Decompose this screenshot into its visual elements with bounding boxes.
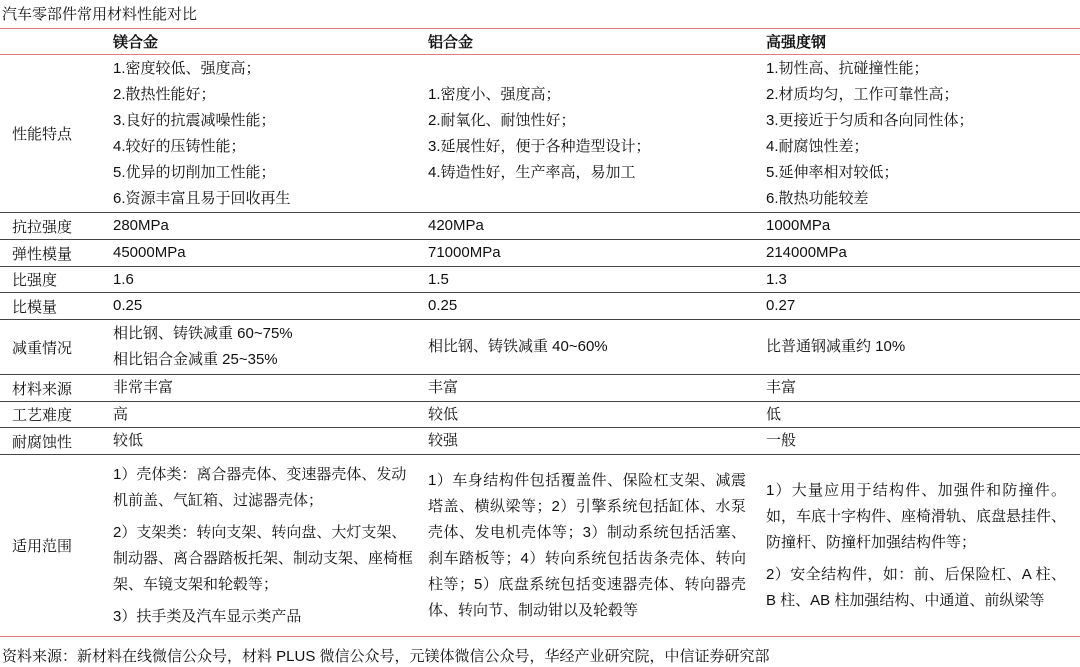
row-label: 抗拉强度 <box>12 218 73 236</box>
cell-line: 0.25 <box>428 297 458 314</box>
cell-mg <box>113 428 428 454</box>
cell-line: 4.较好的压铸性能； <box>113 137 246 155</box>
cell-paragraph: 2）支架类：转向支架、转向盘、大灯支架、制动器、离合器踏板托架、制动支架、座椅框架、车镜支架和轮毂等； <box>113 523 414 593</box>
cell-mg <box>113 240 428 266</box>
cell-al <box>428 320 766 374</box>
row-label: 适用范围 <box>12 538 73 555</box>
cell-al <box>428 240 766 266</box>
cell-st <box>766 293 1080 319</box>
cell-mg <box>113 293 428 319</box>
cell-line: 1.韧性高、抗碰撞性能； <box>766 59 929 77</box>
cell-line: 相比铝合金减重 25~35% <box>113 351 278 368</box>
cell-line: 丰富 <box>766 379 797 396</box>
row-label: 耐腐蚀性 <box>12 433 73 451</box>
cell-line: 低 <box>766 405 782 423</box>
cell-line: 280MPa <box>113 217 169 234</box>
cell-line: 6.散热功能较差 <box>766 189 869 207</box>
cell-line: 1.密度小、强度高； <box>428 85 561 103</box>
row-label: 比强度 <box>12 272 58 289</box>
cell-line: 6.资源丰富且易于回收再生 <box>113 189 291 207</box>
cell-line: 1.5 <box>428 270 449 288</box>
cell-al <box>428 455 766 636</box>
cell-paragraph: 3）扶手类及汽车显示类产品 <box>113 607 302 625</box>
cell-line: 3.延展性好，便于各种造型设计； <box>428 137 651 155</box>
cell-line: 较低 <box>428 405 459 423</box>
cell-line: 1.密度较低、强度高； <box>113 59 261 77</box>
cell-st <box>766 55 1080 212</box>
cell-paragraph: 1）大量应用于结构件、加强件和防撞件。如，车底十字构件、座椅滑轨、底盘悬挂件、防撞杆、防撞杆加强结构件等； <box>766 481 1067 551</box>
row-label: 弹性模量 <box>12 245 73 263</box>
cell-line: 较强 <box>428 432 459 449</box>
cell-al <box>428 375 766 401</box>
cell-al <box>428 402 766 427</box>
cell-mg <box>113 55 428 212</box>
table-row <box>0 213 1080 240</box>
cell-line: 比普通钢减重约 10% <box>766 338 906 355</box>
source-note: 资料来源：新材料在线微信公众号，材料 PLUS 微信公众号，元镁体微信公众号，华经产业研究院，中信证券研究部 <box>2 648 770 665</box>
cell-st <box>766 428 1080 454</box>
cell-line: 5.延伸率相对较低； <box>766 163 899 181</box>
cell-line: 3.良好的抗震减噪性能； <box>113 111 276 129</box>
table-row <box>0 320 1080 375</box>
cell-line: 214000MPa <box>766 244 847 261</box>
row-label: 工艺难度 <box>12 407 73 424</box>
cell-line: 较低 <box>113 432 144 449</box>
row-label: 减重情况 <box>12 339 73 357</box>
header-cell <box>0 29 113 54</box>
table-header-row <box>0 28 1080 55</box>
cell-mg <box>113 375 428 401</box>
cell-paragraph: 1）壳体类：离合器壳体、变速器壳体、发动机前盖、气缸箱、过滤器壳体； <box>113 465 407 509</box>
cell-line: 1.6 <box>113 270 134 288</box>
table-title: 汽车零部件常用材料性能对比 <box>2 6 198 23</box>
cell-al <box>428 428 766 454</box>
row-label: 性能特点 <box>12 126 73 143</box>
cell-line: 非常丰富 <box>113 379 174 396</box>
cell-mg <box>113 267 428 292</box>
table-row-application <box>0 455 1080 637</box>
cell-line: 一般 <box>766 432 797 449</box>
cell-st <box>766 213 1080 239</box>
cell-al <box>428 293 766 319</box>
row-label: 材料来源 <box>12 380 73 398</box>
cell-line: 1.3 <box>766 270 787 288</box>
cell-st <box>766 402 1080 427</box>
table-row <box>0 402 1080 428</box>
cell-st <box>766 267 1080 292</box>
cell-line: 4.铸造性好，生产率高，易加工 <box>428 163 636 181</box>
header-steel: 高强度钢 <box>766 34 827 51</box>
cell-al <box>428 267 766 292</box>
cell-line: 5.优异的切削加工性能； <box>113 163 276 181</box>
cell-mg <box>113 320 428 374</box>
cell-line: 0.25 <box>113 297 143 314</box>
cell-line: 0.27 <box>766 297 796 314</box>
cell-st <box>766 320 1080 374</box>
table-row <box>0 375 1080 402</box>
cell-paragraph: 2）安全结构件，如：前、后保险杠、A 柱、B 柱、AB 柱加强结构、中通道、前纵梁等 <box>766 565 1066 609</box>
header-aluminum: 铝合金 <box>428 34 474 51</box>
cell-line: 2.散热性能好； <box>113 85 216 103</box>
table-row <box>0 55 1080 213</box>
cell-line: 相比钢、铸铁减重 40~60% <box>428 338 608 355</box>
cell-line: 2.材质均匀，工作可靠性高； <box>766 85 959 103</box>
table-row <box>0 293 1080 320</box>
cell-st <box>766 240 1080 266</box>
cell-line: 丰富 <box>428 379 459 396</box>
cell-st <box>766 375 1080 401</box>
cell-al <box>428 55 766 212</box>
cell-line: 相比钢、铸铁减重 60~75% <box>113 325 293 342</box>
table-row <box>0 428 1080 455</box>
table-row <box>0 240 1080 267</box>
header-magnesium: 镁合金 <box>113 34 159 51</box>
cell-line: 3.更接近于匀质和各向同性体； <box>766 111 974 129</box>
cell-mg <box>113 455 428 636</box>
cell-line: 71000MPa <box>428 244 501 261</box>
cell-line: 1000MPa <box>766 217 831 234</box>
row-label: 比模量 <box>12 298 58 316</box>
cell-al <box>428 213 766 239</box>
cell-st <box>766 455 1080 636</box>
table-row <box>0 267 1080 293</box>
cell-line: 4.耐腐蚀性差； <box>766 137 869 155</box>
cell-mg <box>113 213 428 239</box>
cell-mg <box>113 402 428 427</box>
cell-line: 2.耐氧化、耐蚀性好； <box>428 111 576 129</box>
cell-line: 45000MPa <box>113 244 186 261</box>
cell-line: 420MPa <box>428 217 484 234</box>
comparison-table <box>0 28 1080 637</box>
cell-paragraph: 1）车身结构件包括覆盖件、保险杠支架、减震塔盖、横纵梁等；2）引擎系统包括缸体、水泵壳体、发电机壳体等；3）制动系统包括活塞、刹车踏板等；4）转向系统包括齿条壳体、转向柱等；5）底盘系统包括变速器壳体、转向器壳体、转向节、制动钳以及轮毂等 <box>428 471 746 619</box>
cell-line: 高 <box>113 405 129 423</box>
